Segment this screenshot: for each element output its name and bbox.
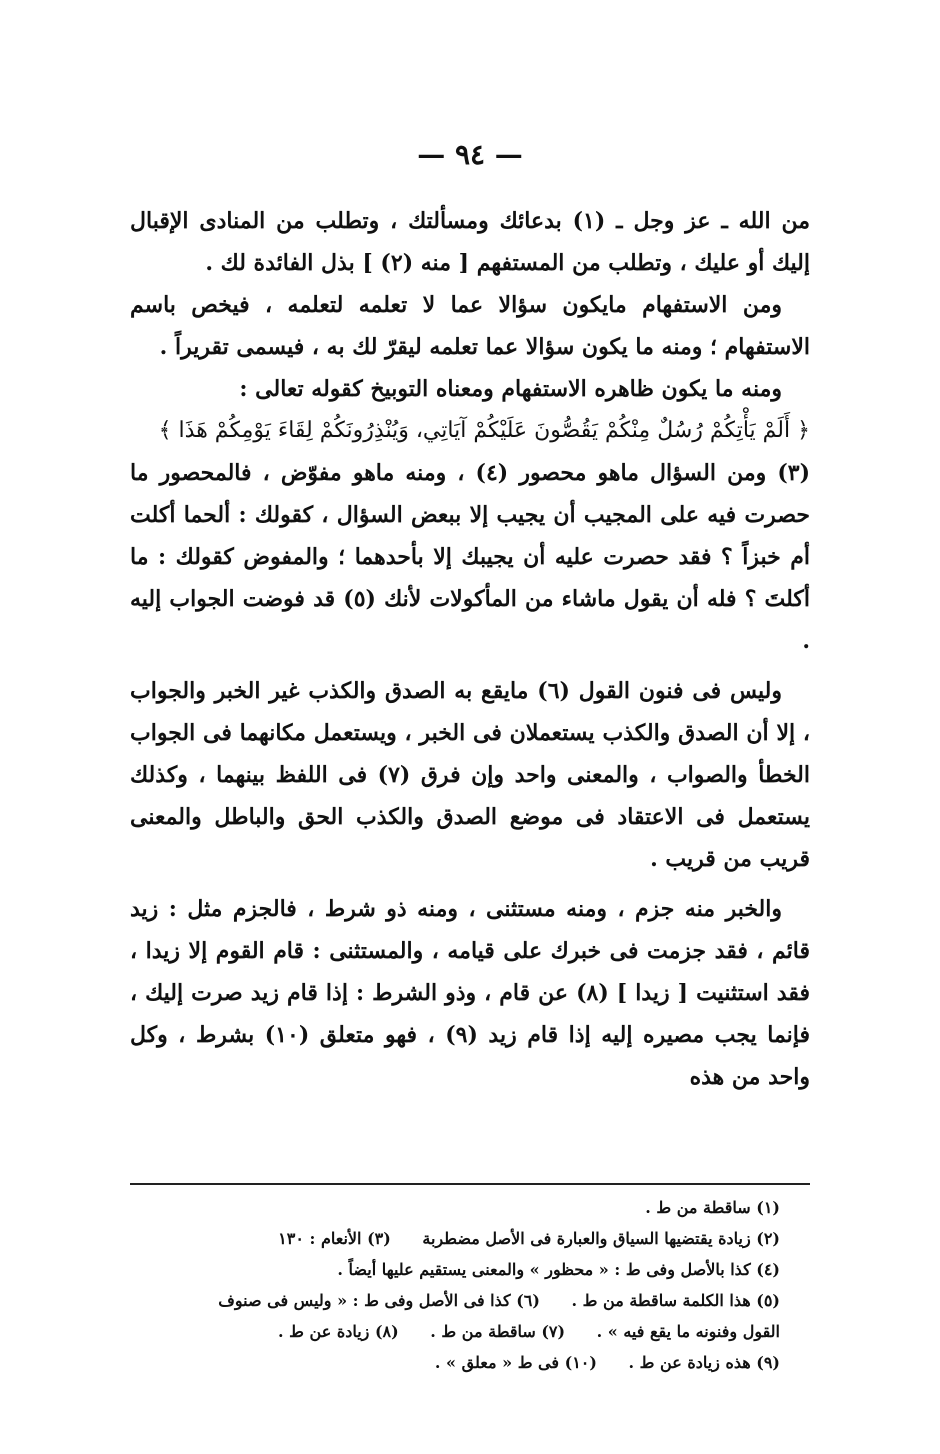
footnote: (٢) زيادة يقتضيها السياق والعبارة فى الأصل مضطربة bbox=[422, 1229, 780, 1248]
footnote: (٦) كذا فى الأصل وفى ط : « وليس فى صنوف bbox=[218, 1291, 540, 1310]
footnote: (٧) ساقطة من ط . bbox=[430, 1322, 566, 1341]
footnote: (١) ساقطة من ط . bbox=[645, 1198, 780, 1217]
footnote-row bbox=[140, 1285, 780, 1316]
footnotes bbox=[140, 1192, 780, 1378]
paragraph: ومنه ما يكون ظاهره الاستفهام ومعناه التوبيخ كقوله تعالى : bbox=[239, 376, 782, 402]
paragraph: ومن الاستفهام مايكون سؤالا عما لا تعلمه لتعلمه ، فيخص باسم الاستفهام ؛ ومنه ما يكون سؤالا عما تعلمه ليقرّ لك به ، فيسمى تقريراً . bbox=[130, 292, 810, 360]
footnote: (٨) زيادة عن ط . bbox=[278, 1322, 399, 1341]
footnote: (١٠) فى ط « معلق » . bbox=[434, 1353, 597, 1372]
footnote: (٤) كذا بالأصل وفى ط : « محظور » والمعنى يستقيم عليها أيضاً . bbox=[337, 1260, 780, 1279]
paragraph: وليس فى فنون القول (٦) مايقع به الصدق والكذب غير الخبر والجواب ، إلا أن الصدق والكذب يستعملان فى الخبر ، ويستعمل مكانهما فى الجواب الخطأ والصواب ، والمعنى واحد وإن فرق (٧) فى اللفظ بينهما ، وكذلك يستعمل فى الاعتقاد فى موضع الصدق والكذب الحق والباطل والمعنى قريب من قريب . bbox=[130, 678, 810, 872]
paragraph: من الله ـ عز وجل ـ (١) بدعائك ومسألتك ، وتطلب من المنادى الإقبال إليك أو عليك ، وتطلب من المستفهم [ منه (٢) ] بذل الفائدة لك . bbox=[130, 208, 810, 276]
footnote-row bbox=[140, 1347, 780, 1378]
footnote-divider bbox=[130, 1183, 810, 1185]
paragraph: والخبر منه جزم ، ومنه مستثنى ، ومنه ذو شرط ، فالجزم مثل : زيد قائم ، فقد جزمت فى خبرك على قيامه ، والمستثنى : قام القوم إلا زيدا ، فقد استثنيت [ زيدا ] (٨) عن قام ، وذو الشرط : إذا قام زيد صرت إليك ، فإنما يجب مصيره إليه إذا قام زيد (٩) ، فهو متعلق (١٠) بشرط ، وكل واحد من هذه bbox=[130, 896, 811, 1090]
footnote-row bbox=[140, 1316, 780, 1347]
footnote: (٣) الأنعام : ١٣٠ bbox=[278, 1229, 391, 1248]
main-text bbox=[130, 200, 810, 1098]
footnote-row bbox=[140, 1192, 780, 1223]
quran-verse: ﴿ أَلَمْ يَأْتِكُمْ رُسُلٌ مِنْكُمْ يَقُصُّونَ عَلَيْكُمْ آيَاتِي، وَيُنْذِرُونَكُمْ لِقَاءَ يَوْمِكُمْ هَذَا ﴾ bbox=[158, 418, 810, 443]
footnote: (٩) هذه زيادة عن ط . bbox=[628, 1353, 780, 1372]
footnote-row bbox=[140, 1223, 780, 1254]
footnote: القول وفنونه ما يقع فيه » . bbox=[596, 1322, 780, 1341]
paragraph: (٣) ومن السؤال ماهو محصور (٤) ، ومنه ماهو مفوّض ، فالمحصور ما حصرت فيه على المجيب أن يجيب إلا ببعض السؤال ، كقولك : ألحما أكلت أم خبزاً ؟ فقد حصرت عليه أن يجيبك إلا بأحدهما ؛ والمفوض كقولك : ما أكلتَ ؟ فله أن يقول ماشاء من المأكولات لأنك (٥) قد فوضت الجواب إليه . bbox=[130, 460, 811, 654]
footnote-row bbox=[140, 1254, 780, 1285]
footnote: (٥) هذا الكلمة ساقطة من ط . bbox=[571, 1291, 780, 1310]
page-number: — ٩٤ — bbox=[417, 138, 523, 171]
